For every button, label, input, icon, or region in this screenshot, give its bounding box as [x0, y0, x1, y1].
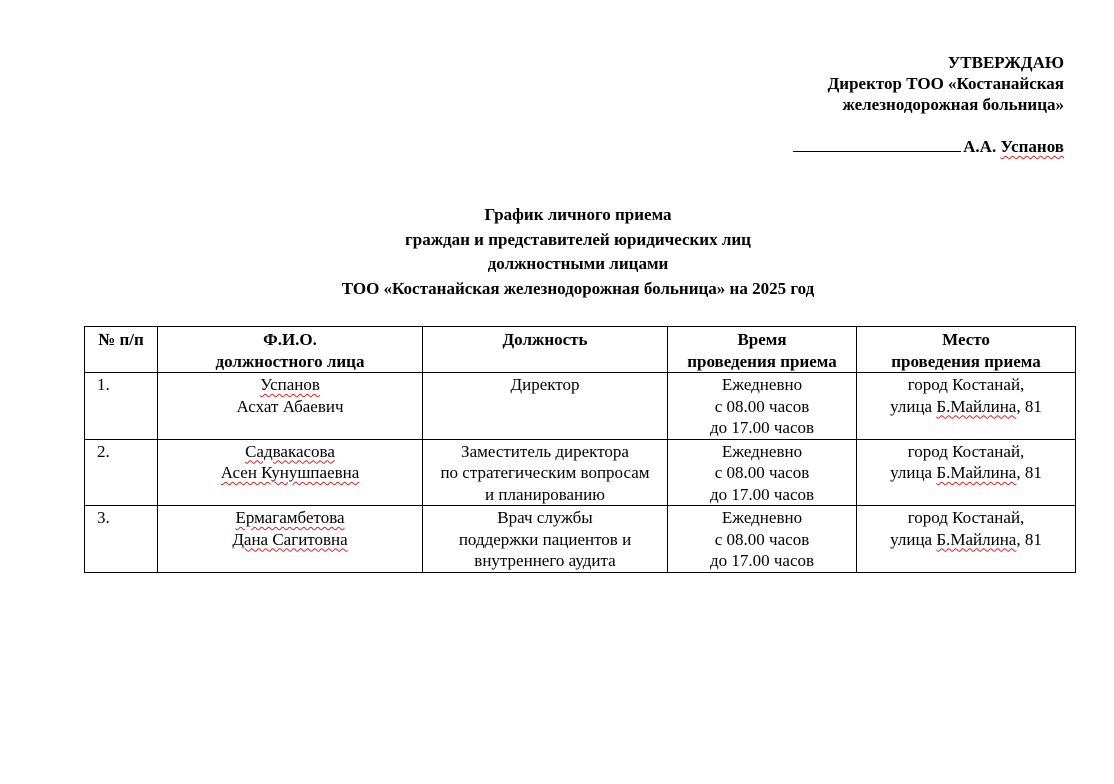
- cell-name: [158, 373, 423, 440]
- place-street-name: Б.Майлина: [936, 529, 1017, 549]
- name-surname: [162, 441, 418, 463]
- title-line-3: должностными лицами: [487, 254, 669, 273]
- approval-heading: УТВЕРЖДАЮ: [947, 53, 1064, 72]
- header-num-label: № п/п: [98, 330, 144, 349]
- name-given-text: Дана Сагитовна: [232, 529, 348, 549]
- cell-name: [158, 439, 423, 506]
- place-city: город Костанай,: [907, 508, 1025, 527]
- name-given-text: Асен Кунушпаевна: [220, 463, 360, 482]
- cell-name: [158, 506, 423, 573]
- header-position: [423, 327, 668, 373]
- cell-time: [668, 506, 857, 573]
- signature-blank: [793, 137, 961, 152]
- time-line: Ежедневно: [721, 375, 803, 394]
- time-line: до 17.00 часов: [709, 551, 815, 570]
- place-street-number: , 81: [1016, 463, 1042, 482]
- time-line: с 08.00 часов: [714, 529, 810, 549]
- name-surname-text: Ермагамбетова: [235, 508, 345, 527]
- header-num: [85, 327, 158, 373]
- header-time-line2: проведения приема: [687, 351, 837, 371]
- position-line: Директор: [510, 375, 580, 394]
- signature-initials: А.А.: [963, 137, 1001, 156]
- place-street-name: Б.Майлина: [936, 396, 1017, 416]
- place-street: [861, 396, 1071, 418]
- position-line: поддержки пациентов и: [458, 529, 632, 549]
- table-row: [85, 373, 1076, 440]
- header-name-line2: должностного лица: [215, 351, 365, 371]
- name-given: [162, 396, 418, 418]
- cell-place: [857, 506, 1076, 573]
- name-surname-text: Садвакасова: [245, 441, 335, 461]
- cell-num: 1.: [85, 373, 158, 440]
- header-place: [857, 327, 1076, 373]
- position-line: по стратегическим вопросам: [440, 463, 650, 482]
- cell-num: 2.: [85, 439, 158, 506]
- cell-place: [857, 439, 1076, 506]
- place-street-name: Б.Майлина: [936, 463, 1017, 482]
- title-line-2: граждан и представителей юридических лиц: [405, 229, 751, 249]
- cell-position: [423, 506, 668, 573]
- place-street-number: , 81: [1016, 529, 1042, 549]
- place-street-prefix: улица: [890, 396, 937, 416]
- name-given: [162, 529, 418, 551]
- place-city: город Костанай,: [907, 441, 1025, 461]
- header-position-label: Должность: [502, 330, 588, 349]
- time-line: до 17.00 часов: [709, 418, 815, 437]
- table-row: [85, 506, 1076, 573]
- position-line: Врач службы: [497, 508, 593, 527]
- cell-place: [857, 373, 1076, 440]
- time-line: с 08.00 часов: [714, 396, 810, 416]
- title-line-4: ТОО «Костанайская железнодорожная больница» на 2025 год: [341, 278, 815, 298]
- name-given: [162, 462, 418, 484]
- cell-position: [423, 439, 668, 506]
- place-street-number: , 81: [1016, 396, 1042, 416]
- cell-num: 3.: [85, 506, 158, 573]
- place-street: [861, 529, 1071, 551]
- header-name-line1: Ф.И.О.: [263, 330, 317, 349]
- place-city: город Костанай,: [907, 375, 1025, 394]
- header-place-line1: Место: [942, 330, 990, 349]
- cell-time: [668, 439, 857, 506]
- place-street-prefix: улица: [890, 463, 937, 482]
- approval-director-line2: железнодорожная больница»: [842, 95, 1064, 114]
- place-street: [861, 462, 1071, 484]
- cell-position: [423, 373, 668, 440]
- table-header-row: [85, 327, 1076, 373]
- name-surname-text: Успанов: [260, 375, 320, 394]
- table-row: [85, 439, 1076, 506]
- approval-director-line1: Директор ТОО «Костанайская: [827, 74, 1064, 93]
- position-line: и планированию: [485, 484, 605, 504]
- header-time-line1: Время: [737, 330, 787, 349]
- name-surname: [162, 507, 418, 529]
- header-place-line2: проведения приема: [891, 351, 1041, 371]
- approval-block: [793, 52, 1064, 157]
- document-title: [0, 203, 1114, 301]
- time-line: Ежедневно: [721, 441, 803, 461]
- header-name: [158, 327, 423, 373]
- time-line: до 17.00 часов: [709, 484, 815, 504]
- schedule-table: [84, 326, 1076, 573]
- name-given-text: Асхат Абаевич: [236, 396, 344, 416]
- header-time: [668, 327, 857, 373]
- position-line: Заместитель директора: [461, 441, 629, 461]
- name-surname: [162, 374, 418, 396]
- time-line: с 08.00 часов: [714, 463, 810, 482]
- position-line: внутреннего аудита: [474, 551, 616, 570]
- title-line-1: График личного приема: [484, 205, 672, 224]
- time-line: Ежедневно: [721, 508, 803, 527]
- cell-time: [668, 373, 857, 440]
- signature-surname: Успанов: [1000, 137, 1064, 156]
- place-street-prefix: улица: [890, 529, 937, 549]
- signature-line: [793, 136, 1064, 157]
